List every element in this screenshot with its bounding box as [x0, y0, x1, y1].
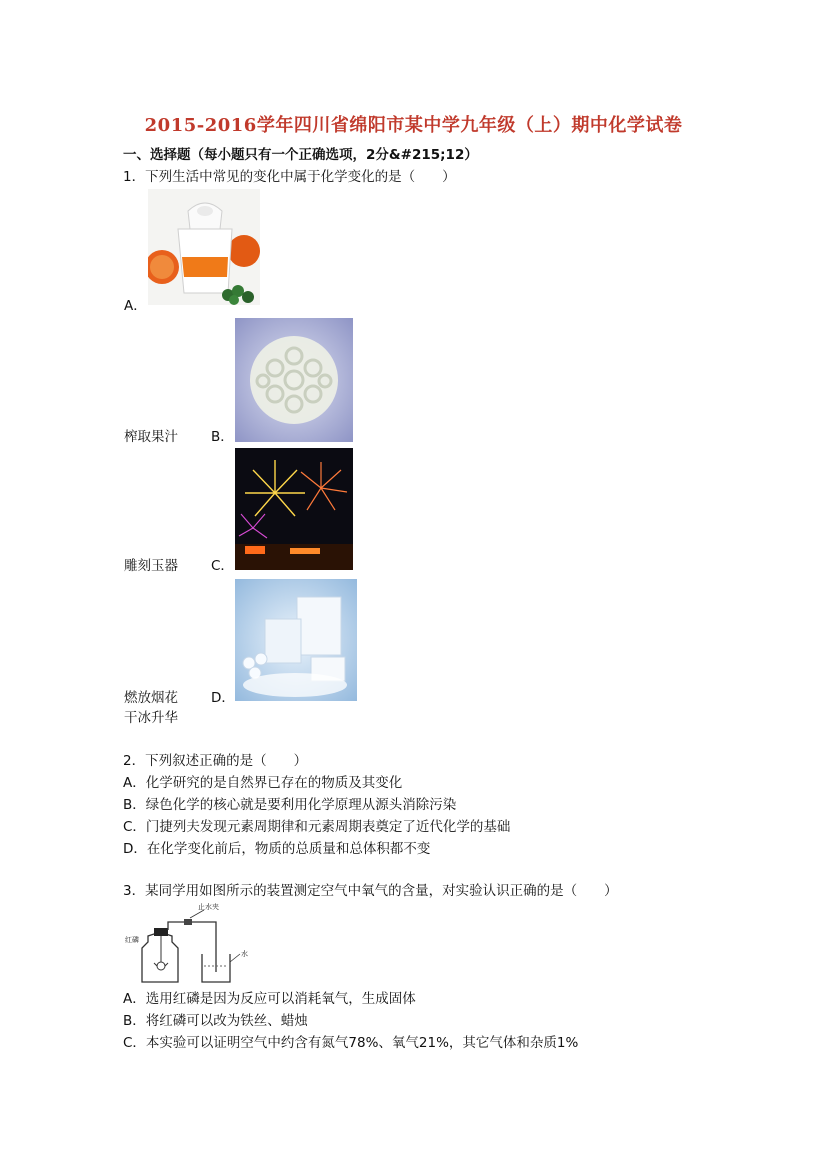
question-2-option-c: C．门捷列夫发现元素周期律和元素周期表奠定了近代化学的基础: [123, 819, 511, 835]
question-2-stem: 2．下列叙述正确的是（ ）: [123, 753, 308, 769]
option-c-text: 燃放烟花: [124, 690, 178, 706]
water-label: 水: [241, 950, 248, 958]
option-b-text: 雕刻玉器: [124, 558, 178, 574]
jade-carving-image: [235, 318, 353, 442]
section-heading: 一、选择题（每小题只有一个正确选项，2分&#215;12）: [123, 147, 478, 163]
dry-ice-image: [235, 579, 357, 701]
option-b-label: B．: [211, 429, 234, 445]
question-3-option-a: A．选用红磷是因为反应可以消耗氧气，生成固体: [123, 991, 416, 1007]
option-a-text: 榨取果汁: [124, 429, 178, 445]
option-d-label: D．: [211, 690, 235, 706]
fireworks-image: [235, 448, 353, 570]
question-3-option-b: B．将红磷可以改为铁丝、蜡烛: [123, 1013, 308, 1029]
option-d-text: 干冰升华: [124, 710, 178, 726]
option-a-label: A．: [124, 298, 147, 314]
apparatus-diagram: [124, 902, 256, 986]
question-2-option-a: A．化学研究的是自然界已存在的物质及其变化: [123, 775, 403, 791]
question-3-option-c: C．本实验可以证明空气中约含有氮气78%、氧气21%，其它气体和杂质1%: [123, 1035, 579, 1051]
page-title: 2015-2016学年四川省绵阳市某中学九年级（上）期中化学试卷: [144, 115, 683, 136]
juicer-image: [148, 189, 260, 305]
question-2-option-d: D．在化学变化前后，物质的总质量和总体积都不变: [123, 841, 431, 857]
question-2-option-b: B．绿色化学的核心就是要利用化学原理从源头消除污染: [123, 797, 457, 813]
clamp-label: 止水夹: [198, 903, 219, 911]
phosphorus-label: 红磷: [125, 936, 139, 944]
question-1-stem: 1．下列生活中常见的变化中属于化学变化的是（ ）: [123, 169, 456, 185]
option-c-label: C．: [211, 558, 234, 574]
question-3-stem: 3．某同学用如图所示的装置测定空气中氧气的含量，对实验认识正确的是（ ）: [123, 883, 618, 899]
